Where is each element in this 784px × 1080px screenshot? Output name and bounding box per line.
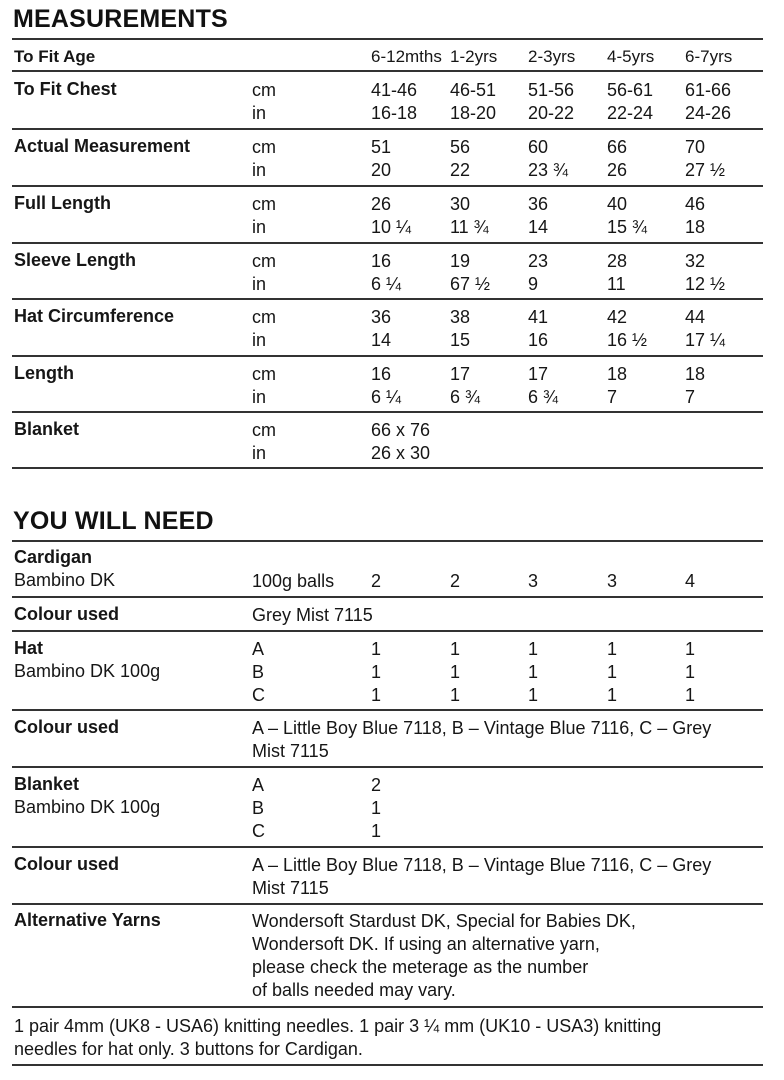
unit-in: in <box>252 443 267 463</box>
divider <box>12 596 763 598</box>
cell: 16 <box>528 330 549 350</box>
you-will-need-title: YOU WILL NEED <box>13 507 214 535</box>
alternative-yarns-label: Alternative Yarns <box>14 910 161 930</box>
cell: 1 <box>607 639 618 659</box>
cell: 46 <box>685 194 706 214</box>
divider <box>12 540 763 542</box>
cell: 23 <box>528 251 549 271</box>
divider <box>12 766 763 768</box>
cell: 17 ¼ <box>685 330 726 350</box>
cell: 4 <box>685 571 696 591</box>
hat-code-a: A <box>252 639 265 659</box>
cell: 15 <box>450 330 471 350</box>
unit-in: in <box>252 160 267 180</box>
blanket-code-b: B <box>252 798 265 818</box>
divider <box>12 630 763 632</box>
age-col-3: 2-3yrs <box>528 47 576 66</box>
cell: 19 <box>450 251 471 271</box>
cell: 1 <box>685 662 696 682</box>
cell: 40 <box>607 194 628 214</box>
cardigan-colour-label: Colour used <box>14 604 120 624</box>
alternative-line: of balls needed may vary. <box>252 980 456 1000</box>
cell: 18 <box>607 364 628 384</box>
cell: 66 <box>607 137 628 157</box>
cell: 56 <box>450 137 471 157</box>
cell: 10 ¼ <box>371 217 412 237</box>
hat-colour-line1: A – Little Boy Blue 7118, B – Vintage Blue 7116, C – Grey <box>252 718 712 738</box>
cell: 60 <box>528 137 549 157</box>
row-label-full-length: Full Length <box>14 193 111 213</box>
cell: 26 <box>607 160 628 180</box>
measurements-title: MEASUREMENTS <box>13 5 228 33</box>
cell: 1 <box>450 685 461 705</box>
divider <box>12 128 763 130</box>
unit-in: in <box>252 387 267 407</box>
cell: 2 <box>371 775 382 795</box>
cell: 51 <box>371 137 392 157</box>
cell: 1 <box>528 685 539 705</box>
cell: 12 ½ <box>685 274 726 294</box>
cell: 41-46 <box>371 80 418 100</box>
unit-in: in <box>252 330 267 350</box>
cell: 7 <box>685 387 696 407</box>
cell: 32 <box>685 251 706 271</box>
alternative-line: please check the meterage as the number <box>252 957 589 977</box>
divider <box>12 298 763 300</box>
cell: 6 ¾ <box>450 387 481 407</box>
cell: 1 <box>371 821 382 841</box>
age-col-1: 6-12mths <box>371 47 442 66</box>
hat-code-b: B <box>252 662 265 682</box>
unit-cm: cm <box>252 80 276 100</box>
cell: 20-22 <box>528 103 575 123</box>
cell: 66 x 76 <box>371 420 431 440</box>
cell: 16 ½ <box>607 330 648 350</box>
cell: 56-61 <box>607 80 654 100</box>
cell: 46-51 <box>450 80 497 100</box>
cell: 1 <box>450 639 461 659</box>
unit-cm: cm <box>252 364 276 384</box>
age-col-5: 6-7yrs <box>685 47 733 66</box>
cell: 7 <box>607 387 618 407</box>
cell: 1 <box>371 662 382 682</box>
hat-code-c: C <box>252 685 265 705</box>
cell: 17 <box>528 364 549 384</box>
cell: 30 <box>450 194 471 214</box>
divider <box>12 903 763 905</box>
blanket-colour-label: Colour used <box>14 854 120 874</box>
cell: 6 ¼ <box>371 387 402 407</box>
cell: 11 ¾ <box>450 217 489 237</box>
row-label-chest: To Fit Chest <box>14 79 117 99</box>
cell: 36 <box>371 307 392 327</box>
cell: 22-24 <box>607 103 654 123</box>
hat-colour-line2: Mist 7115 <box>252 741 329 761</box>
cell: 6 ¼ <box>371 274 402 294</box>
cell: 1 <box>371 798 382 818</box>
cell: 1 <box>685 685 696 705</box>
blanket-code-c: C <box>252 821 265 841</box>
blanket-colour-line2: Mist 7115 <box>252 878 329 898</box>
unit-cm: cm <box>252 137 276 157</box>
cell: 20 <box>371 160 392 180</box>
cell: 1 <box>371 685 382 705</box>
cell: 14 <box>528 217 549 237</box>
cell: 70 <box>685 137 706 157</box>
divider <box>12 242 763 244</box>
cell: 3 <box>528 571 539 591</box>
age-col-4: 4-5yrs <box>607 47 655 66</box>
unit-cm: cm <box>252 307 276 327</box>
divider <box>12 1064 763 1066</box>
unit-in: in <box>252 103 267 123</box>
hat-title: Hat <box>14 638 44 658</box>
cell: 17 <box>450 364 471 384</box>
unit-in: in <box>252 274 267 294</box>
cell: 2 <box>450 571 461 591</box>
cell: 3 <box>607 571 618 591</box>
cell: 1 <box>607 662 618 682</box>
cell: 2 <box>371 571 382 591</box>
cell: 41 <box>528 307 549 327</box>
cell: 9 <box>528 274 539 294</box>
cell: 26 x 30 <box>371 443 431 463</box>
cell: 24-26 <box>685 103 732 123</box>
alternative-line: Wondersoft Stardust DK, Special for Babies DK, <box>252 911 636 931</box>
blanket-code-a: A <box>252 775 265 795</box>
cell: 1 <box>685 639 696 659</box>
cell: 42 <box>607 307 628 327</box>
hat-yarn: Bambino DK 100g <box>14 661 161 681</box>
cell: 1 <box>371 639 382 659</box>
age-col-2: 1-2yrs <box>450 47 498 66</box>
cardigan-yarn: Bambino DK <box>14 570 116 590</box>
hat-colour-label: Colour used <box>14 717 120 737</box>
cell: 1 <box>450 662 461 682</box>
unit-cm: cm <box>252 420 276 440</box>
cardigan-unit: 100g balls <box>252 571 335 591</box>
divider <box>12 467 763 469</box>
divider <box>12 355 763 357</box>
row-label-blanket: Blanket <box>14 419 80 439</box>
row-label-sleeve-length: Sleeve Length <box>14 250 137 270</box>
cell: 61-66 <box>685 80 732 100</box>
row-label-length: Length <box>14 363 74 383</box>
alternative-line: Wondersoft DK. If using an alternative yarn, <box>252 934 600 954</box>
divider <box>12 846 763 848</box>
divider <box>12 70 763 72</box>
blanket-yarn: Bambino DK 100g <box>14 797 161 817</box>
cell: 11 <box>607 274 626 294</box>
row-label-actual: Actual Measurement <box>14 136 191 156</box>
needles-line2: needles for hat only. 3 buttons for Cardigan. <box>14 1039 363 1059</box>
divider <box>12 709 763 711</box>
cell: 1 <box>528 639 539 659</box>
cell: 18 <box>685 364 706 384</box>
cell: 6 ¾ <box>528 387 559 407</box>
cell: 67 ½ <box>450 274 491 294</box>
cell: 18-20 <box>450 103 497 123</box>
divider <box>12 1006 763 1008</box>
divider <box>12 185 763 187</box>
cell: 44 <box>685 307 706 327</box>
cell: 16 <box>371 251 392 271</box>
cell: 18 <box>685 217 706 237</box>
cell: 1 <box>528 662 539 682</box>
age-header-label: To Fit Age <box>14 47 96 66</box>
cardigan-colour-value: Grey Mist 7115 <box>252 605 373 625</box>
cell: 28 <box>607 251 628 271</box>
divider <box>12 411 763 413</box>
cell: 38 <box>450 307 471 327</box>
row-label-hat-circumference: Hat Circumference <box>14 306 175 326</box>
blanket-title: Blanket <box>14 774 80 794</box>
cell: 14 <box>371 330 392 350</box>
cardigan-title: Cardigan <box>14 547 93 567</box>
unit-cm: cm <box>252 251 276 271</box>
needles-line1: 1 pair 4mm (UK8 - USA6) knitting needles. 1 pair 3 ¼ mm (UK10 - USA3) knitting <box>14 1016 662 1036</box>
cell: 26 <box>371 194 392 214</box>
unit-cm: cm <box>252 194 276 214</box>
cell: 15 ¾ <box>607 217 648 237</box>
cell: 27 ½ <box>685 160 726 180</box>
cell: 1 <box>607 685 618 705</box>
cell: 16-18 <box>371 103 418 123</box>
cell: 36 <box>528 194 549 214</box>
cell: 51-56 <box>528 80 575 100</box>
cell: 16 <box>371 364 392 384</box>
cell: 22 <box>450 160 471 180</box>
divider <box>12 38 763 40</box>
unit-in: in <box>252 217 267 237</box>
blanket-colour-line1: A – Little Boy Blue 7118, B – Vintage Blue 7116, C – Grey <box>252 855 712 875</box>
cell: 23 ¾ <box>528 160 569 180</box>
